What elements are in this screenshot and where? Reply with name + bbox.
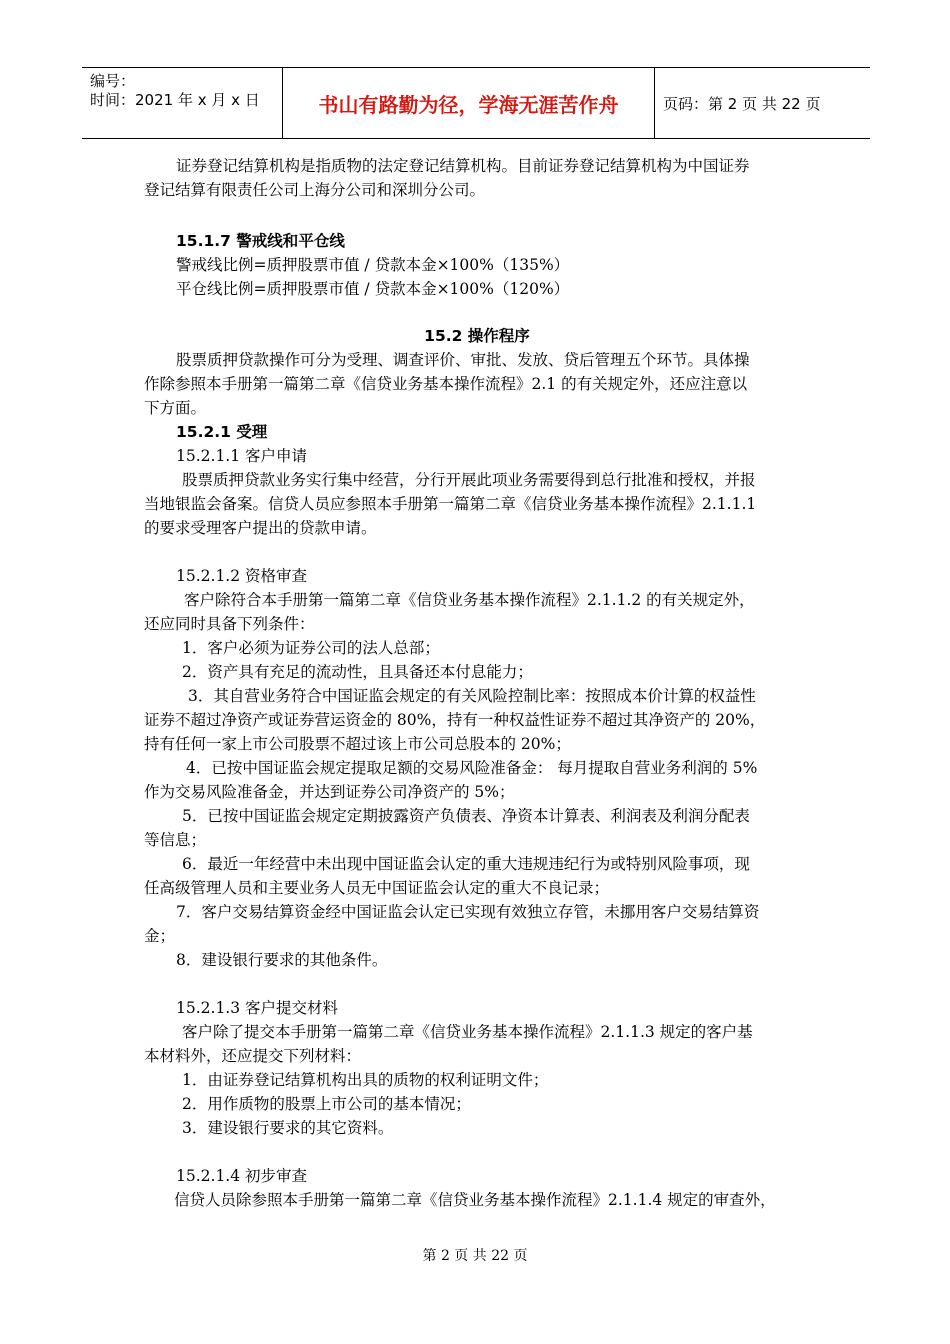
- paragraph-line: 登记结算有限责任公司上海分公司和深圳分公司。: [144, 181, 486, 199]
- header-time: 时间：2021 年 x 月 x 日: [90, 91, 260, 109]
- list-item: 7．客户交易结算资金经中国证监会认定已实现有效独立存管，未挪用客户交易结算资: [176, 903, 760, 921]
- chapter-heading: 15.2 操作程序: [424, 327, 530, 345]
- paragraph-line: 作除参照本手册第一篇第二章《信贷业务基本操作流程》2.1 的有关规定外，还应注意以: [144, 375, 748, 393]
- list-item: 1．由证券登记结算机构出具的质物的权利证明文件；: [182, 1071, 549, 1089]
- list-item: 2．用作质物的股票上市公司的基本情况；: [182, 1095, 471, 1113]
- header-page-info: 页码：第 2 页 共 22 页: [663, 94, 821, 113]
- formula-line: 警戒线比例=质押股票市值 / 贷款本金×100%（135%）: [176, 256, 570, 274]
- paragraph-line: 信贷人员除参照本手册第一篇第二章《信贷业务基本操作流程》2.1.1.4 规定的审查外，: [174, 1191, 776, 1209]
- header-motto: 书山有路勤为径，学海无涯苦作舟: [283, 68, 655, 138]
- list-item-continuation: 金；: [144, 927, 176, 945]
- list-item: 2．资产具有充足的流动性，且具备还本付息能力；: [182, 663, 533, 681]
- list-item: 3．其自营业务符合中国证监会规定的有关风险控制比率：按照成本价计算的权益性: [188, 687, 756, 705]
- list-item-continuation: 任高级管理人员和主要业务人员无中国证监会认定的重大不良记录；: [144, 879, 610, 897]
- paragraph-line: 的要求受理客户提出的贷款申请。: [144, 519, 377, 537]
- list-item: 3．建设银行要求的其它资料。: [182, 1119, 394, 1137]
- list-item: 1．客户必须为证券公司的法人总部；: [182, 639, 440, 657]
- paragraph-line: 股票质押贷款操作可分为受理、调查评价、审批、发放、贷后管理五个环节。具体操: [176, 351, 750, 369]
- section-heading: 15.2.1 受理: [176, 423, 268, 441]
- paragraph-line: 本材料外，还应提交下列材料：: [144, 1047, 362, 1065]
- section-heading: 15.1.7 警戒线和平仓线: [176, 232, 345, 250]
- list-item: 4．已按中国证监会规定提取足额的交易风险准备金： 每月提取自营业务利润的 5%: [186, 759, 758, 777]
- list-item: 5．已按中国证监会规定定期披露资产负债表、净资本计算表、利润表及利润分配表: [182, 807, 750, 825]
- paragraph-line: 下方面。: [144, 399, 207, 417]
- page-header: [82, 67, 870, 139]
- formula-line: 平仓线比例=质押股票市值 / 贷款本金×100%（120%）: [176, 280, 570, 298]
- subsection-heading: 15.2.1.2 资格审查: [176, 567, 308, 585]
- header-number: 编号：: [90, 72, 136, 90]
- paragraph-line: 当地银监会备案。信贷人员应参照本手册第一篇第二章《信贷业务基本操作流程》2.1.1.1: [144, 495, 757, 513]
- list-item-continuation: 等信息；: [144, 831, 207, 849]
- list-item: 8．建设银行要求的其他条件。: [176, 951, 388, 969]
- paragraph-line: 还应同时具备下列条件：: [144, 615, 315, 633]
- subsection-heading: 15.2.1.1 客户申请: [176, 447, 308, 465]
- paragraph-line: 客户除符合本手册第一篇第二章《信贷业务基本操作流程》2.1.1.2 的有关规定外，: [184, 591, 755, 609]
- paragraph-line: 证券登记结算机构是指质物的法定登记结算机构。目前证券登记结算机构为中国证券: [176, 157, 750, 175]
- list-item: 6．最近一年经营中未出现中国证监会认定的重大违规违纪行为或特别风险事项，现: [182, 855, 750, 873]
- paragraph-line: 客户除了提交本手册第一篇第二章《信贷业务基本操作流程》2.1.1.3 规定的客户基: [182, 1023, 753, 1041]
- list-item-continuation: 证券不超过净资产或证券营运资金的 80%，持有一种权益性证券不超过其净资产的 20%，: [144, 711, 766, 729]
- page-footer: 第 2 页 共 22 页: [422, 1248, 528, 1264]
- paragraph-line: 股票质押贷款业务实行集中经营，分行开展此项业务需要得到总行批准和授权，并报: [182, 471, 756, 489]
- list-item-continuation: 作为交易风险准备金，并达到证券公司净资产的 5%；: [144, 783, 515, 801]
- subsection-heading: 15.2.1.3 客户提交材料: [176, 999, 339, 1017]
- subsection-heading: 15.2.1.4 初步审查: [176, 1167, 308, 1185]
- header-meta: [82, 68, 283, 138]
- list-item-continuation: 持有任何一家上市公司股票不超过该上市公司总股本的 20%；: [144, 735, 571, 753]
